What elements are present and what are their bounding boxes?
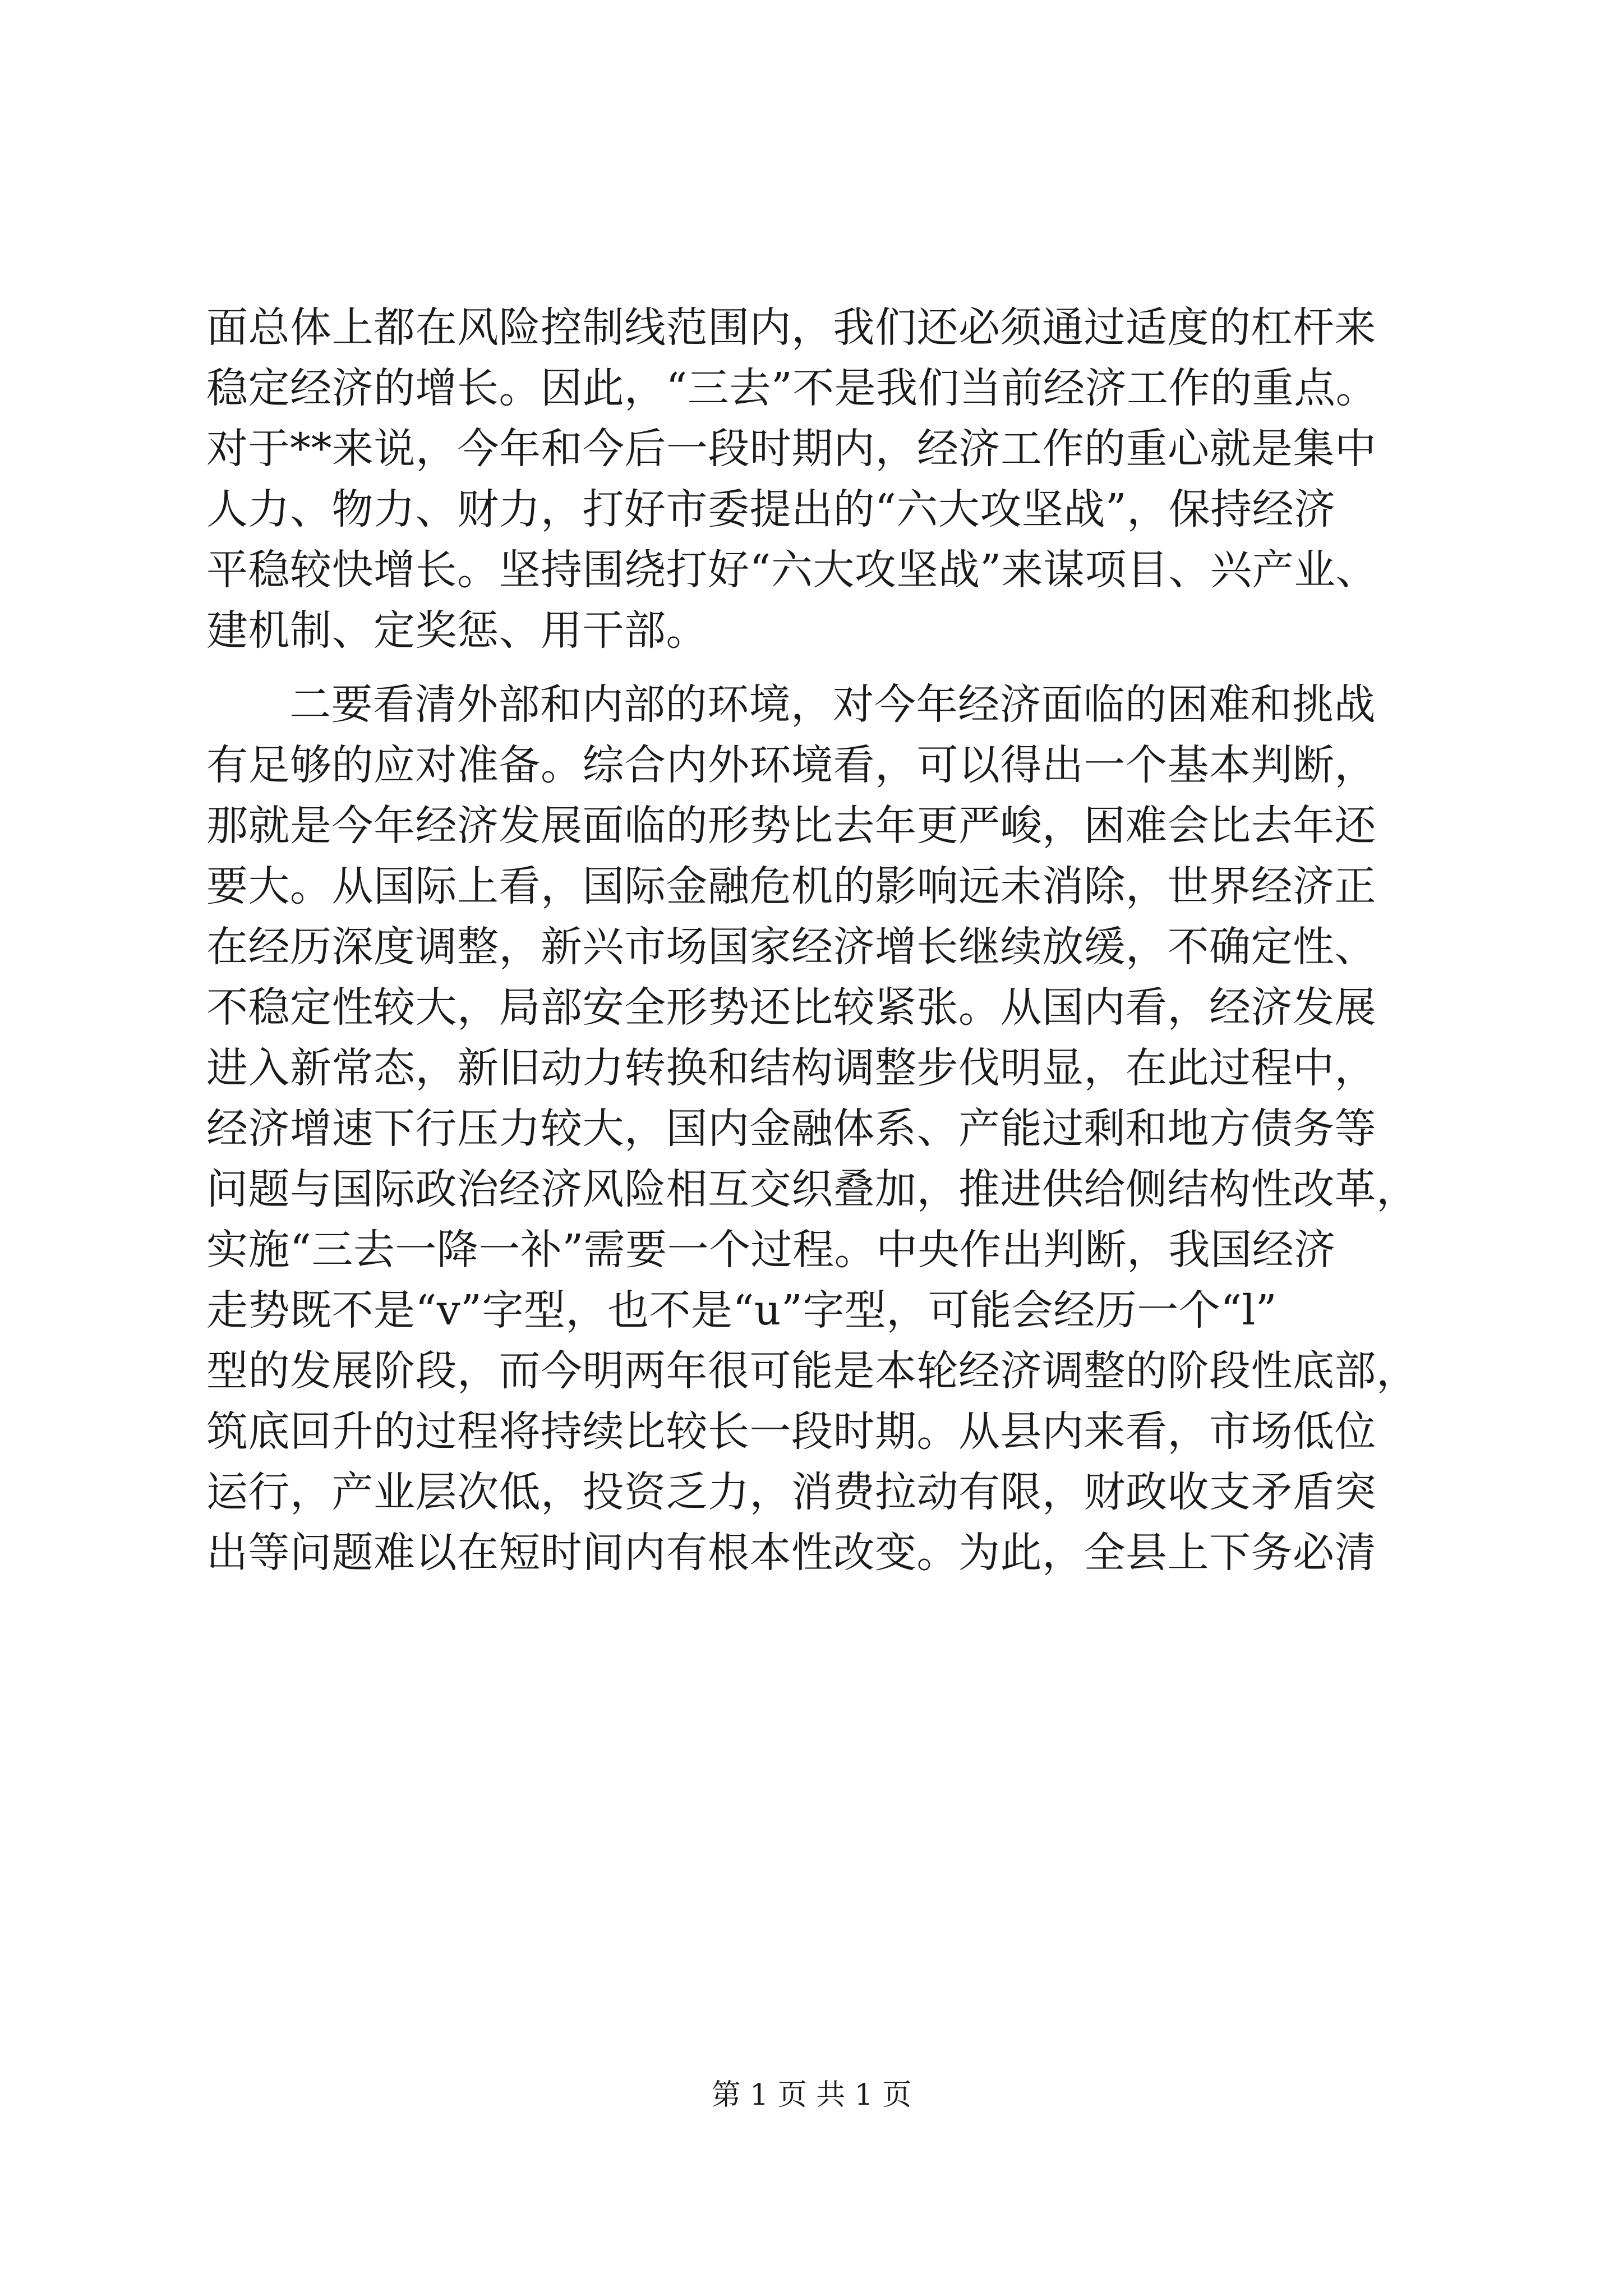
text-line: 进入新常态，新旧动力转换和结构调整步伐明显，在此过程中， — [206, 1044, 1376, 1092]
text-line: 走势既不是“v”字型，也不是“u”字型，可能会经历一个“l” — [206, 1286, 1278, 1335]
text-line: 面总体上都在风险控制线范围内，我们还必须通过适度的杠杆来 — [206, 303, 1376, 352]
text-line: 建机制、定奖惩、用干部。 — [206, 606, 708, 655]
text-line: 筑底回升的过程将持续比较长一段时期。从县内来看，市场低位 — [206, 1407, 1376, 1456]
page-footer — [0, 2076, 1623, 2115]
text-line: 经济增速下行压力较大，国内金融体系、产能过剩和地方债务等 — [206, 1105, 1376, 1153]
text-line: 要大。从国际上看，国际金融危机的影响远未消除，世界经济正 — [206, 862, 1376, 910]
text-line: 那就是今年经济发展面临的形势比去年更严峻，困难会比去年还 — [206, 802, 1376, 850]
text-line: 对于**来说，今年和今后一段时期内，经济工作的重心就是集中 — [206, 425, 1377, 473]
text-line: 稳定经济的增长。因此，“三去”不是我们当前经济工作的重点。 — [206, 364, 1378, 412]
text-line: 实施“三去一降一补”需要一个过程。中央作出判断，我国经济 — [206, 1226, 1336, 1274]
text-line: 出等问题难以在短时间内有根本性改变。为此，全县上下务必清 — [206, 1529, 1376, 1577]
text-line: 不稳定性较大，局部安全形势还比较紧张。从国内看，经济发展 — [206, 983, 1376, 1032]
text-line: 型的发展阶段，而今明两年很可能是本轮经济调整的阶段性底部， — [206, 1347, 1418, 1395]
text-line: 有足够的应对准备。综合内外环境看，可以得出一个基本判断， — [206, 741, 1376, 789]
text-line: 平稳较快增长。坚持围绕打好“六大攻坚战”来谋项目、兴产业、 — [206, 546, 1378, 594]
document-body — [206, 297, 1440, 1583]
page-number-label: 第 1 页 共 1 页 — [711, 2078, 912, 2112]
text-line: 运行，产业层次低，投资乏力，消费拉动有限，财政收支矛盾突 — [206, 1468, 1376, 1516]
text-line: 在经历深度调整，新兴市场国家经济增长继续放缓，不确定性、 — [206, 923, 1376, 971]
text-line: 人力、物力、财力，打好市委提出的“六大攻坚战”，保持经济 — [206, 485, 1336, 533]
text-line: 二要看清外部和内部的环境，对今年经济面临的困难和挑战 — [289, 680, 1376, 729]
text-line: 问题与国际政治经济风险相互交织叠加，推进供给侧结构性改革， — [206, 1165, 1418, 1213]
